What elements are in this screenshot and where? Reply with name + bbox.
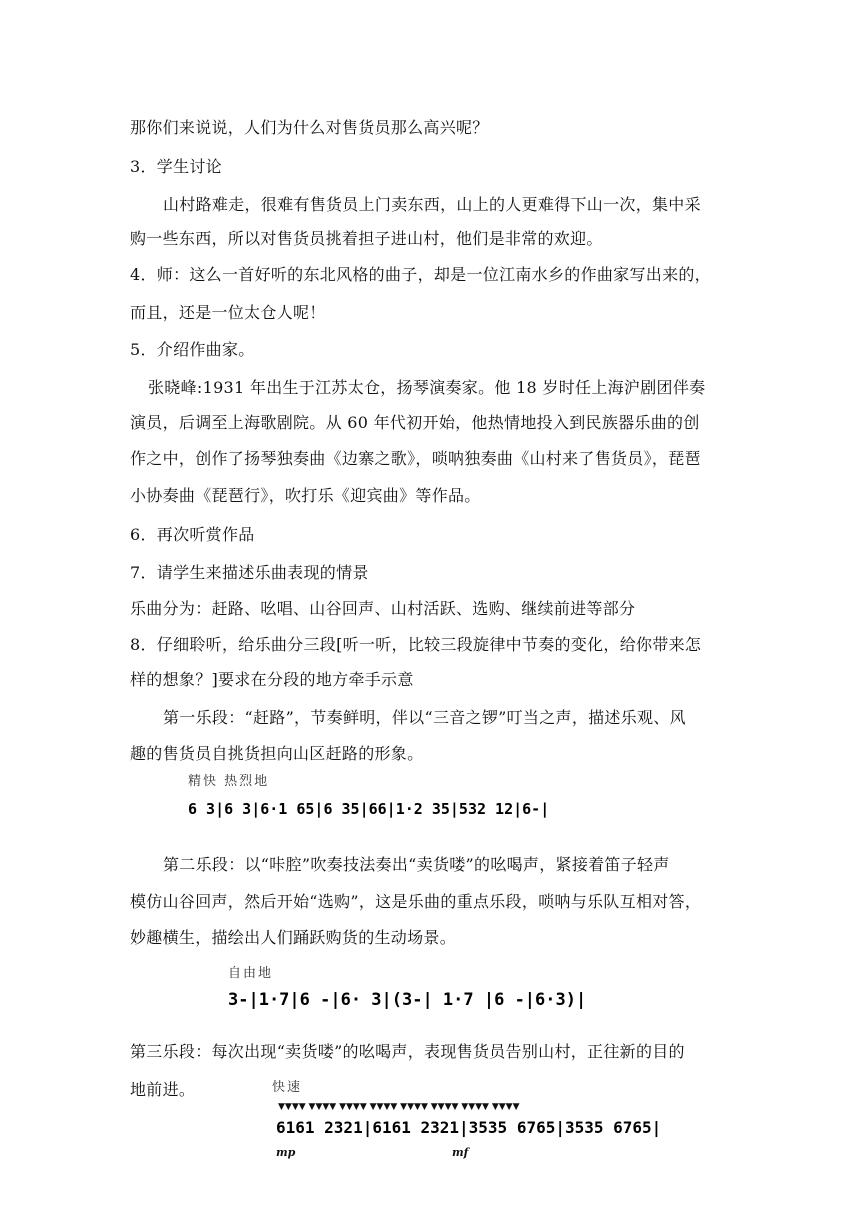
paragraph: 第一乐段：“赶路”，节奏鲜明，伴以“三音之锣”叮当之声，描述乐观、风 bbox=[163, 708, 686, 727]
music-score-2 bbox=[228, 962, 668, 1022]
paragraph: 演员，后调至上海歌剧院。从 60 年代初开始，他热情地投入到民族器乐曲的创 bbox=[130, 413, 700, 432]
paragraph: 7．请学生来描述乐曲表现的情景 bbox=[130, 563, 369, 582]
paragraph: 购一些东西，所以对售货员挑着担子进山村，他们是非常的欢迎。 bbox=[130, 229, 603, 248]
paragraph: 山村路难走，很难有售货员上门卖东西，山上的人更难得下山一次，集中采 bbox=[163, 195, 701, 214]
music-score-3 bbox=[272, 1076, 662, 1166]
paragraph: 6．再次听赏作品 bbox=[130, 525, 255, 544]
paragraph: 小协奏曲《琵琶行》，吹打乐《迎宾曲》等作品。 bbox=[130, 486, 481, 505]
accent-marks: ▼▼▼▼ ▼▼▼▼ ▼▼▼▼ ▼▼▼▼ ▼▼▼▼ ▼▼▼▼ ▼▼▼▼ ▼▼▼▼ bbox=[278, 1102, 520, 1112]
paragraph: 模仿山谷回声，然后开始“选购”，这是乐曲的重点乐段，唢呐与乐队互相对答， bbox=[130, 892, 702, 911]
score-notes: 6 3|6 3|6·1 65|6 35|66|1·2 35|532 12|6-| bbox=[188, 800, 550, 818]
paragraph: 样的想象？]要求在分段的地方牵手示意 bbox=[130, 670, 414, 689]
paragraph: 地前进。 bbox=[130, 1080, 196, 1099]
score-tempo: 自由地 bbox=[228, 966, 274, 981]
score-notes: 3-|1·7|6 -|6· 3|(3-| 1·7 |6 -|6·3)| bbox=[228, 990, 587, 1010]
score-tempo: 精快 热烈地 bbox=[188, 774, 270, 789]
paragraph: 第三乐段：每次出现“卖货喽”的吆喝声，表现售货员告别山村，正往新的目的 bbox=[130, 1042, 685, 1061]
paragraph: 张晓峰:1931 年出生于江苏太仓，扬琴演奏家。他 18 岁时任上海沪剧团伴奏 bbox=[148, 378, 706, 397]
paragraph: 乐曲分为：赶路、吆唱、山谷回声、山村活跃、选购、继续前进等部分 bbox=[130, 599, 636, 618]
dynamic-mark: mf bbox=[452, 1146, 469, 1159]
paragraph: 3．学生讨论 bbox=[130, 157, 222, 176]
music-score-1 bbox=[188, 770, 648, 830]
paragraph: 作之中，创作了扬琴独奏曲《边寨之歌》，唢呐独奏曲《山村来了售货员》，琵琶 bbox=[130, 449, 701, 468]
paragraph: 5．介绍作曲家。 bbox=[130, 340, 255, 359]
paragraph: 趣的售货员自挑货担向山区赶路的形象。 bbox=[130, 744, 424, 763]
paragraph: 那你们来说说，人们为什么对售货员那么高兴呢？ bbox=[130, 118, 489, 137]
score-tempo: 快速 bbox=[272, 1080, 303, 1095]
paragraph: 而且，还是一位太仓人呢！ bbox=[130, 303, 326, 322]
paragraph: 第二乐段：以“咔腔”吹奏技法奏出“卖货喽”的吆喝声，紧接着笛子轻声 bbox=[163, 855, 670, 874]
paragraph: 4．师：这么一首好听的东北风格的曲子，却是一位江南水乡的作曲家写出来的， bbox=[130, 265, 711, 284]
paragraph: 8．仔细聆听，给乐曲分三段[听一听，比较三段旋律中节奏的变化，给你带来怎 bbox=[130, 635, 702, 654]
dynamic-mark: mp bbox=[276, 1146, 296, 1159]
score-notes: 6161 2321|6161 2321|3535 6765|3535 6765| bbox=[276, 1118, 662, 1137]
paragraph: 妙趣横生，描绘出人们踊跃购货的生动场景。 bbox=[130, 928, 457, 947]
